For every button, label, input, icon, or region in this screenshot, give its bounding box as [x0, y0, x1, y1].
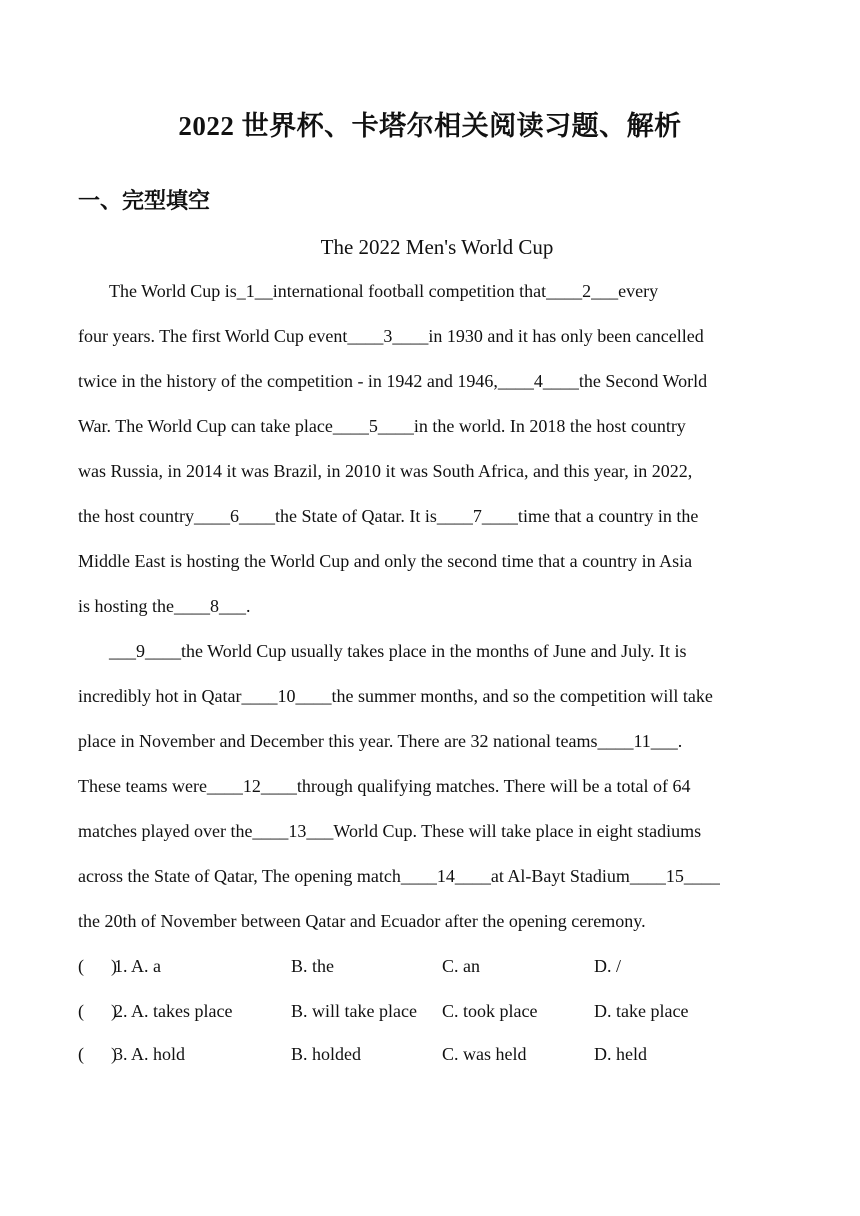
passage-line: the host country____6____the State of Qatar. It is____7____time that a country in the — [78, 506, 699, 526]
question-row — [78, 1034, 784, 1075]
passage-title: The 2022 Men's World Cup — [320, 235, 554, 259]
option-c: C. took place — [442, 1001, 538, 1021]
option-d: D. / — [594, 956, 621, 976]
option-d: D. take place — [594, 1001, 689, 1021]
passage-line: matches played over the____13___World Cup. These will take place in eight stadiums — [78, 821, 702, 841]
passage-line: Middle East is hosting the World Cup and only the second time that a country in Asia — [78, 551, 693, 571]
passage-line: is hosting the____8___. — [78, 596, 251, 616]
passage — [78, 269, 784, 944]
answer-blank[interactable]: ( ) — [78, 1001, 117, 1021]
passage-line: The World Cup is_1__international football competition that____2___every — [109, 281, 659, 301]
question-stem-option-a: 2. A. takes place — [114, 1001, 233, 1021]
passage-line: was Russia, in 2014 it was Brazil, in 2010 it was South Africa, and this year, in 2022, — [78, 461, 693, 481]
option-c: C. was held — [442, 1044, 527, 1064]
passage-line: place in November and December this year. There are 32 national teams____11___. — [78, 731, 683, 751]
passage-line: These teams were____12____through qualifying matches. There will be a total of 64 — [78, 776, 691, 796]
question-row — [78, 989, 784, 1034]
passage-line: the 20th of November between Qatar and Ecuador after the opening ceremony. — [78, 911, 646, 931]
question-row — [78, 944, 784, 989]
passage-line: ___9____the World Cup usually takes place in the months of June and July. It is — [109, 641, 687, 661]
passage-line: incredibly hot in Qatar____10____the summer months, and so the competition will take — [78, 686, 713, 706]
option-d: D. held — [594, 1044, 647, 1064]
section-heading: 一、完型填空 — [78, 188, 211, 213]
option-c: C. an — [442, 956, 480, 976]
question-options — [78, 944, 784, 1075]
answer-blank[interactable]: ( ) — [78, 1044, 117, 1064]
passage-line: across the State of Qatar, The opening match____14____at Al-Bayt Stadium____15____ — [78, 866, 720, 886]
passage-line: War. The World Cup can take place____5____in the world. In 2018 the host country — [78, 416, 686, 436]
option-b: B. the — [291, 956, 334, 976]
option-b: B. holded — [291, 1044, 361, 1064]
question-stem-option-a: 1. A. a — [114, 956, 161, 976]
page-title: 2022 世界杯、卡塔尔相关阅读习题、解析 — [178, 111, 682, 141]
passage-line: four years. The first World Cup event____3____in 1930 and it has only been cancelled — [78, 326, 704, 346]
passage-line: twice in the history of the competition - in 1942 and 1946,____4____the Second World — [78, 371, 708, 391]
question-stem-option-a: 3. A. hold — [114, 1044, 186, 1064]
answer-blank[interactable]: ( ) — [78, 956, 117, 976]
option-b: B. will take place — [291, 1001, 417, 1021]
